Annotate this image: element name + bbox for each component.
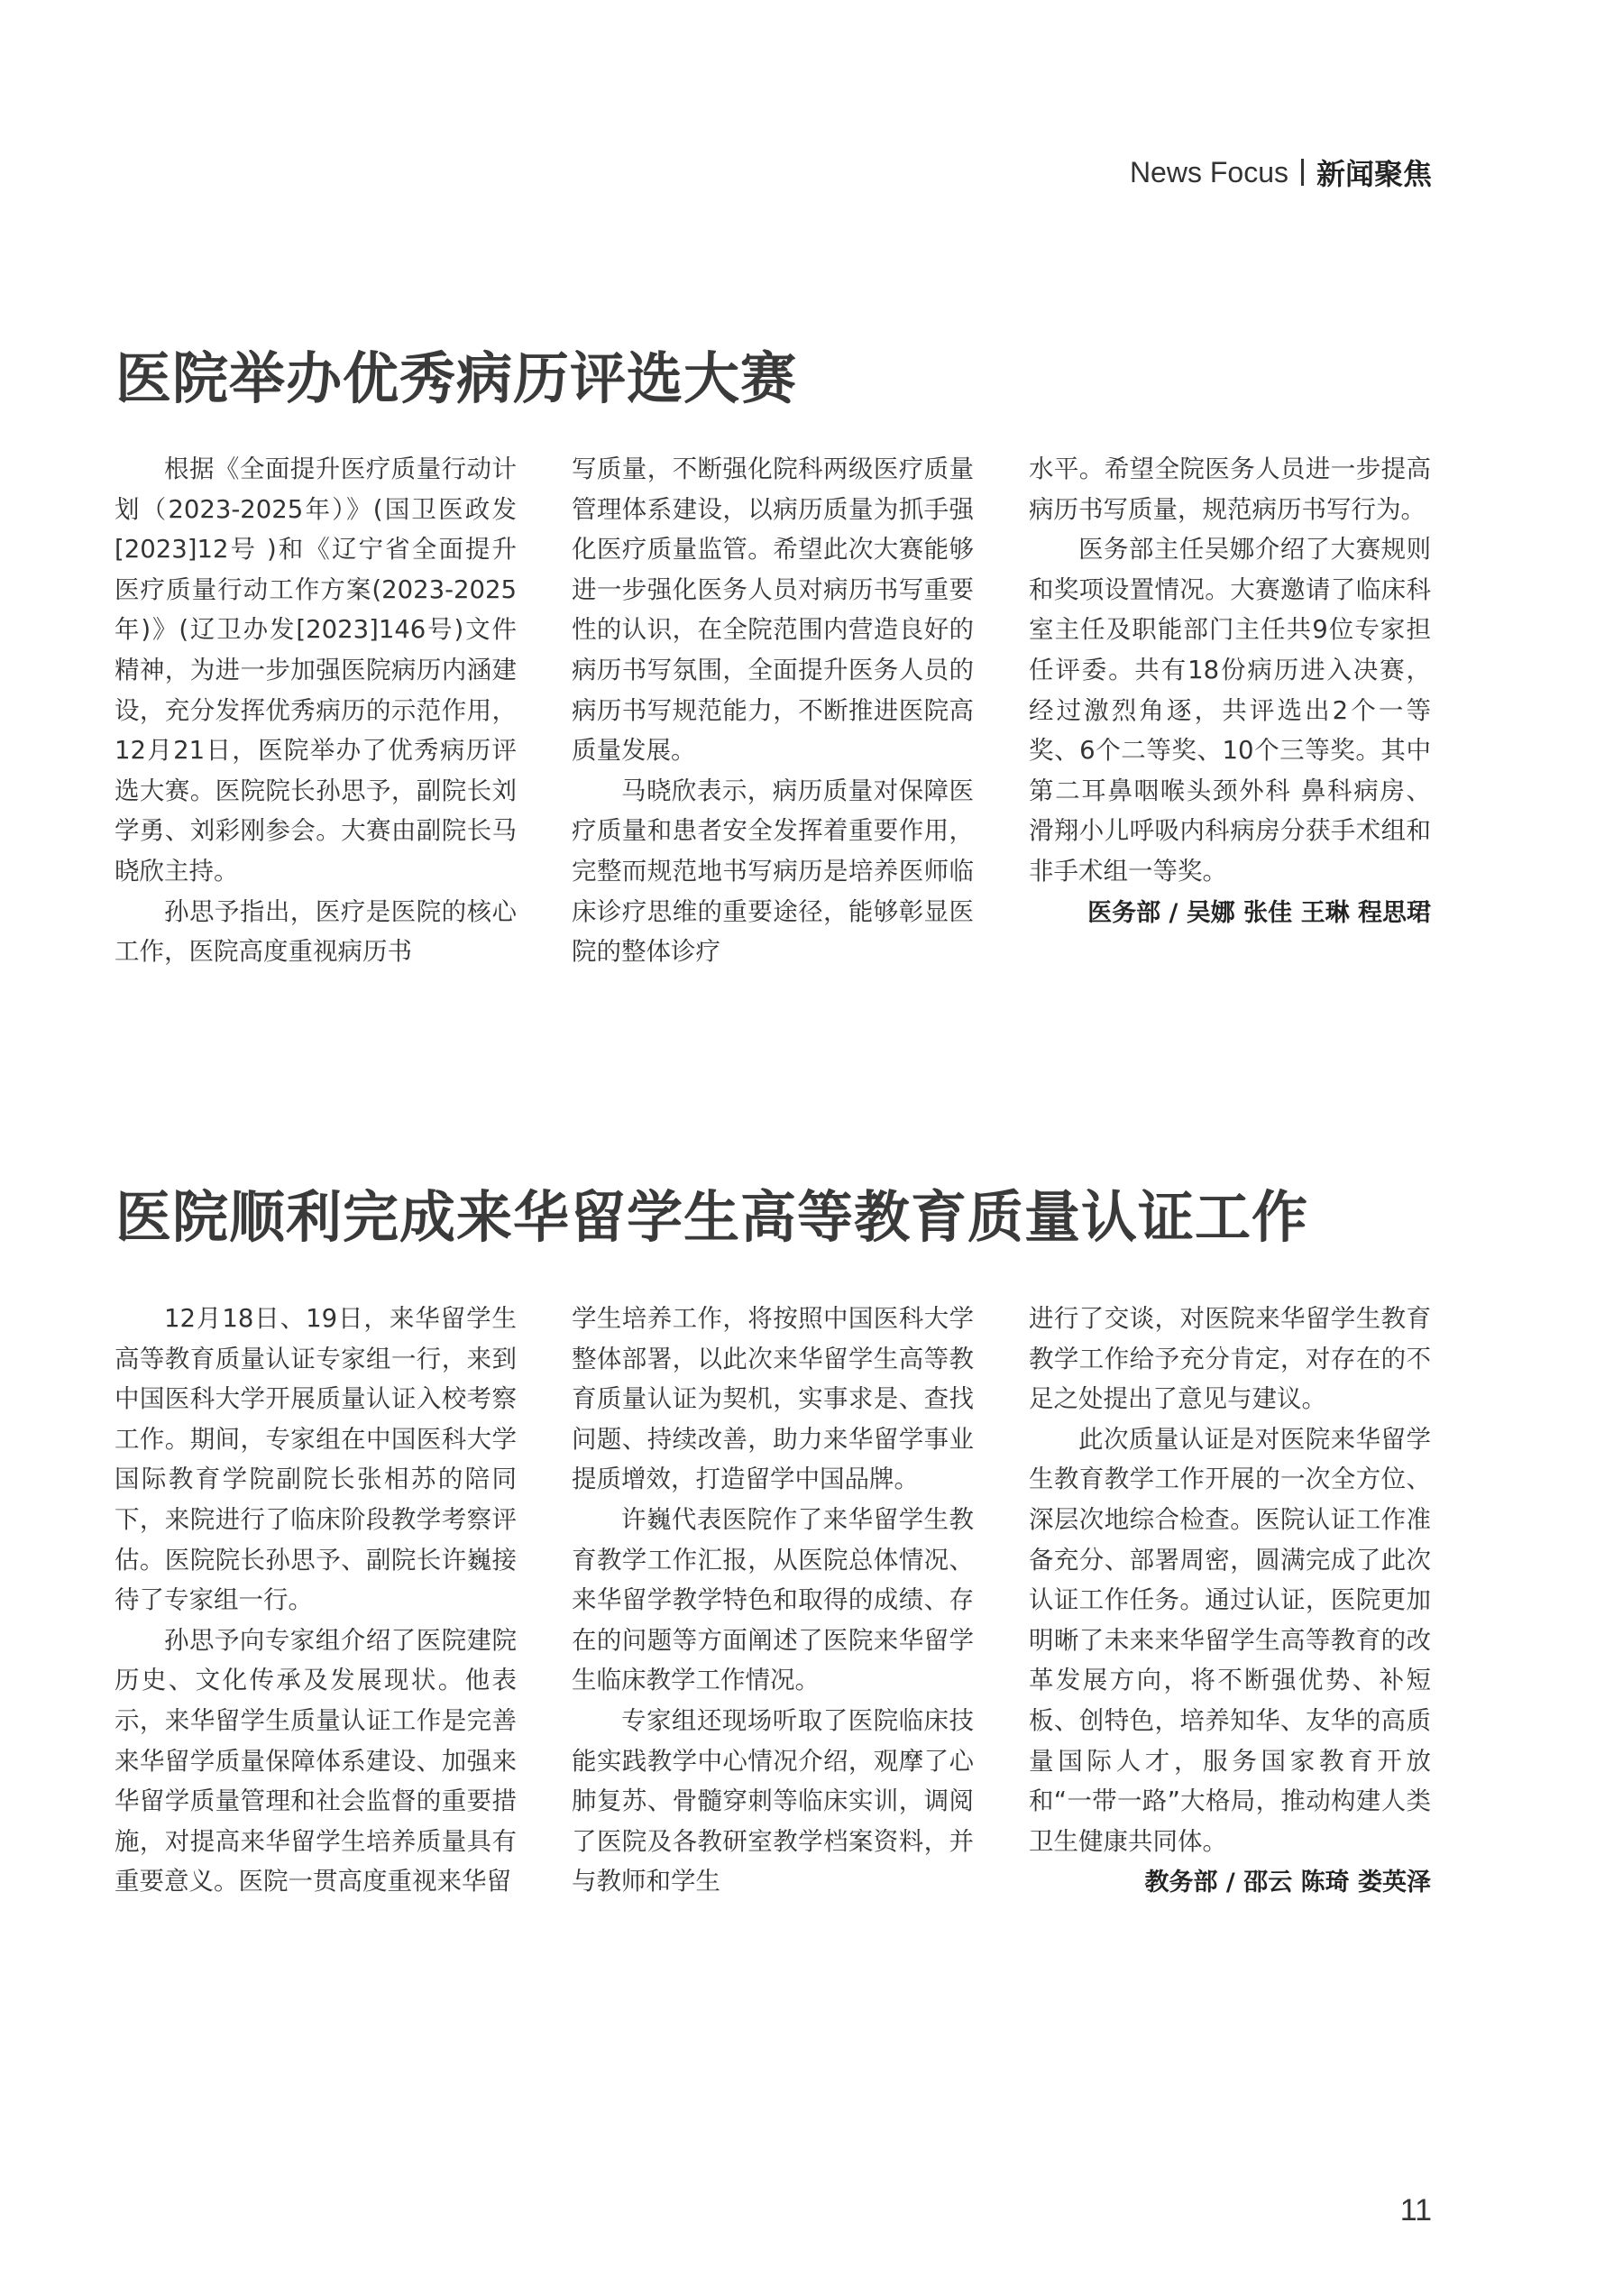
section-title-en: News Focus — [1129, 155, 1288, 188]
article-2-byline: 教务部 / 邵云 陈琦 娄英泽 — [1144, 1869, 1431, 1897]
section-title-cn: 新闻聚焦 — [1316, 157, 1432, 191]
page-number: 11 — [1399, 2193, 1432, 2227]
article-1-column-2 — [572, 449, 974, 972]
article-2-column-1 — [115, 1299, 517, 1903]
article-2-body — [115, 1299, 1431, 1903]
header-divider — [1301, 159, 1304, 186]
article-1-paragraph: 水平。希望全院医务人员进一步提高病历书写质量，规范病历书写行为。 — [1029, 455, 1431, 524]
article-2-title: 医院顺利完成来华留学生高等教育质量认证工作 — [115, 1184, 1309, 1250]
article-1-title: 医院举办优秀病历评选大赛 — [115, 345, 798, 411]
article-2-paragraph: 孙思予向专家组介绍了医院建院历史、文化传承及发展现状。他表示，来华留学生质量认证工作是完善来华留学质量保障体系建设、加强来华留学质量管理和社会监督的重要措施，对提高来华留学生培养质量具有重要意义。医院一贯高度重视来华留 — [115, 1625, 517, 1896]
article-1-paragraph: 根据《全面提升医疗质量行动计划（2023-2025年）》(国卫医政发 [2023]12号 )和《辽宁省全面提升医疗质量行动工作方案(2023-2025年)》(辽卫办发[2023]146号)文件精神，为进一步加强医院病历内涵建设，充分发挥优秀病历的示范作用，12月21日，医院举办了优秀病历评选大赛。医院院长孙思予，副院长刘学勇、刘彩刚参会。大赛由副院长马晓欣主持。 — [115, 455, 517, 886]
article-1-paragraph: 孙思予指出，医疗是医院的核心工作，医院高度重视病历书 — [115, 896, 517, 967]
article-2-paragraph: 许巍代表医院作了来华留学生教育教学工作汇报，从医院总体情况、来华留学教学特色和取得的成绩、存在的问题等方面阐述了医院来华留学生临床教学工作情况。 — [572, 1504, 974, 1695]
article-1-paragraph: 马晓欣表示，病历质量对保障医疗质量和患者安全发挥着重要作用，完整而规范地书写病历是培养医师临床诊疗思维的重要途径，能够彰显医院的整体诊疗 — [572, 776, 974, 967]
section-header — [1130, 152, 1432, 193]
article-1-body — [115, 449, 1431, 972]
article-1-paragraph: 医务部主任吴娜介绍了大赛规则和奖项设置情况。大赛邀请了临床科室主任及职能部门主任共9位专家担任评委。共有18份病历进入决赛，经过激烈角逐，共评选出2个一等奖、6个二等奖、10个三等奖。其中第二耳鼻咽喉头颈外科 鼻科病房、滑翔小儿呼吸内科病房分获手术组和非手术组一等奖。 — [1029, 535, 1431, 886]
article-1-paragraph: 写质量，不断强化院科两级医疗质量管理体系建设，以病历质量为抓手强化医疗质量监管。希望此次大赛能够进一步强化医务人员对病历书写重要性的认识，在全院范围内营造良好的病历书写氛围，全面提升医务人员的病历书写规范能力，不断推进医院高质量发展。 — [572, 455, 974, 766]
article-1-byline: 医务部 / 吴娜 张佳 王琳 程思珺 — [1087, 898, 1431, 927]
article-2-paragraph: 12月18日、19日，来华留学生高等教育质量认证专家组一行，来到中国医科大学开展质量认证入校考察工作。期间，专家组在中国医科大学国际教育学院副院长张相苏的陪同下，来院进行了临床阶段教学考察评估。医院院长孙思予、副院长许巍接待了专家组一行。 — [115, 1304, 517, 1615]
article-2-paragraph: 进行了交谈，对医院来华留学生教育教学工作给予充分肯定，对存在的不足之处提出了意见与建议。 — [1029, 1304, 1431, 1414]
article-1-column-3 — [1029, 449, 1431, 972]
article-2-paragraph: 学生培养工作，将按照中国医科大学整体部署，以此次来华留学生高等教育质量认证为契机，实事求是、查找问题、持续改善，助力来华留学事业提质增效，打造留学中国品牌。 — [572, 1304, 974, 1494]
article-2-column-3 — [1029, 1299, 1431, 1903]
article-2-column-2 — [572, 1299, 974, 1903]
article-2-paragraph: 专家组还现场听取了医院临床技能实践教学中心情况介绍，观摩了心肺复苏、骨髓穿刺等临床实训，调阅了医院及各教研室教学档案资料，并与教师和学生 — [572, 1705, 974, 1896]
article-1-column-1 — [115, 449, 517, 972]
article-2-paragraph: 此次质量认证是对医院来华留学生教育教学工作开展的一次全方位、深层次地综合检查。医院认证工作准备充分、部署周密，圆满完成了此次认证工作任务。通过认证，医院更加明晰了未来来华留学生高等教育的改革发展方向，将不断强优势、补短板、创特色，培养知华、友华的高质量国际人才，服务国家教育开放和“一带一路”大格局，推动构建人类卫生健康共同体。 — [1029, 1424, 1431, 1856]
